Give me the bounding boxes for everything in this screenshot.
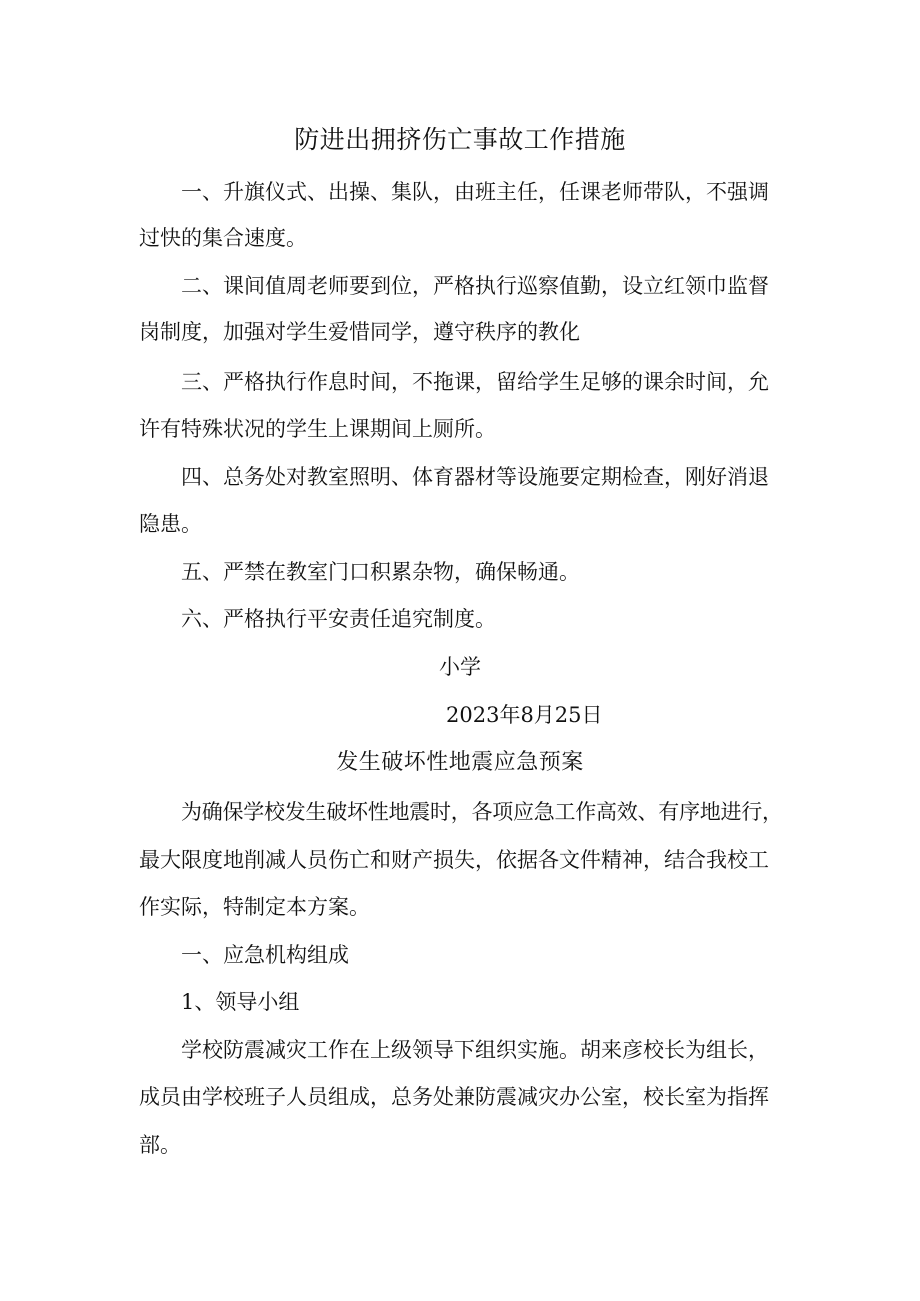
paragraph-line: 部。 <box>139 1133 181 1157</box>
paragraph-line: 许有特殊状况的学生上课期间上厕所。 <box>139 417 496 441</box>
paragraph-line: 学校防震减灾工作在上级领导下组织实施。胡来彦校长为组长， <box>181 1038 769 1062</box>
section-heading: 一、应急机构组成 <box>181 943 349 967</box>
paragraph-line: 三、严格执行作息时间，不拖课，留给学生足够的课余时间，允 <box>181 370 769 394</box>
paragraph-line: 二、课间值周老师要到位，严格执行巡察值勤，设立红领巾监督 <box>181 274 769 298</box>
paragraph-line: 过快的集合速度。 <box>139 226 307 250</box>
paragraph-line: 一、升旗仪式、出操、集队，由班主任，任课老师带队，不强调 <box>181 180 769 204</box>
section-title: 发生破坏性地震应急预案 <box>336 750 584 775</box>
paragraph-line: 六、严格执行平安责任追究制度。 <box>181 607 496 631</box>
signature-date: 2023年8月25日 <box>446 703 603 727</box>
paragraph-line: 最大限度地削减人员伤亡和财产损失，依据各文件精神，结合我校工 <box>139 848 769 872</box>
paragraph-line: 为确保学校发生破坏性地震时，各项应急工作高效、有序地进行， <box>181 800 783 824</box>
document-title: 防进出拥挤伤亡事故工作措施 <box>294 125 626 154</box>
paragraph-line: 隐患。 <box>139 512 202 536</box>
paragraph-line: 五、严禁在教室门口积累杂物，确保畅通。 <box>181 560 580 584</box>
paragraph-line: 作实际，特制定本方案。 <box>139 895 370 919</box>
paragraph-line: 四、总务处对教室照明、体育器材等设施要定期检查，刚好消退 <box>181 465 769 489</box>
subsection-heading: 1、领导小组 <box>181 990 300 1014</box>
paragraph-line: 岗制度，加强对学生爱惜同学，遵守秩序的教化 <box>139 320 580 344</box>
signature-org: 小学 <box>439 655 481 679</box>
paragraph-line: 成员由学校班子人员组成，总务处兼防震减灾办公室，校长室为指挥 <box>139 1085 769 1109</box>
